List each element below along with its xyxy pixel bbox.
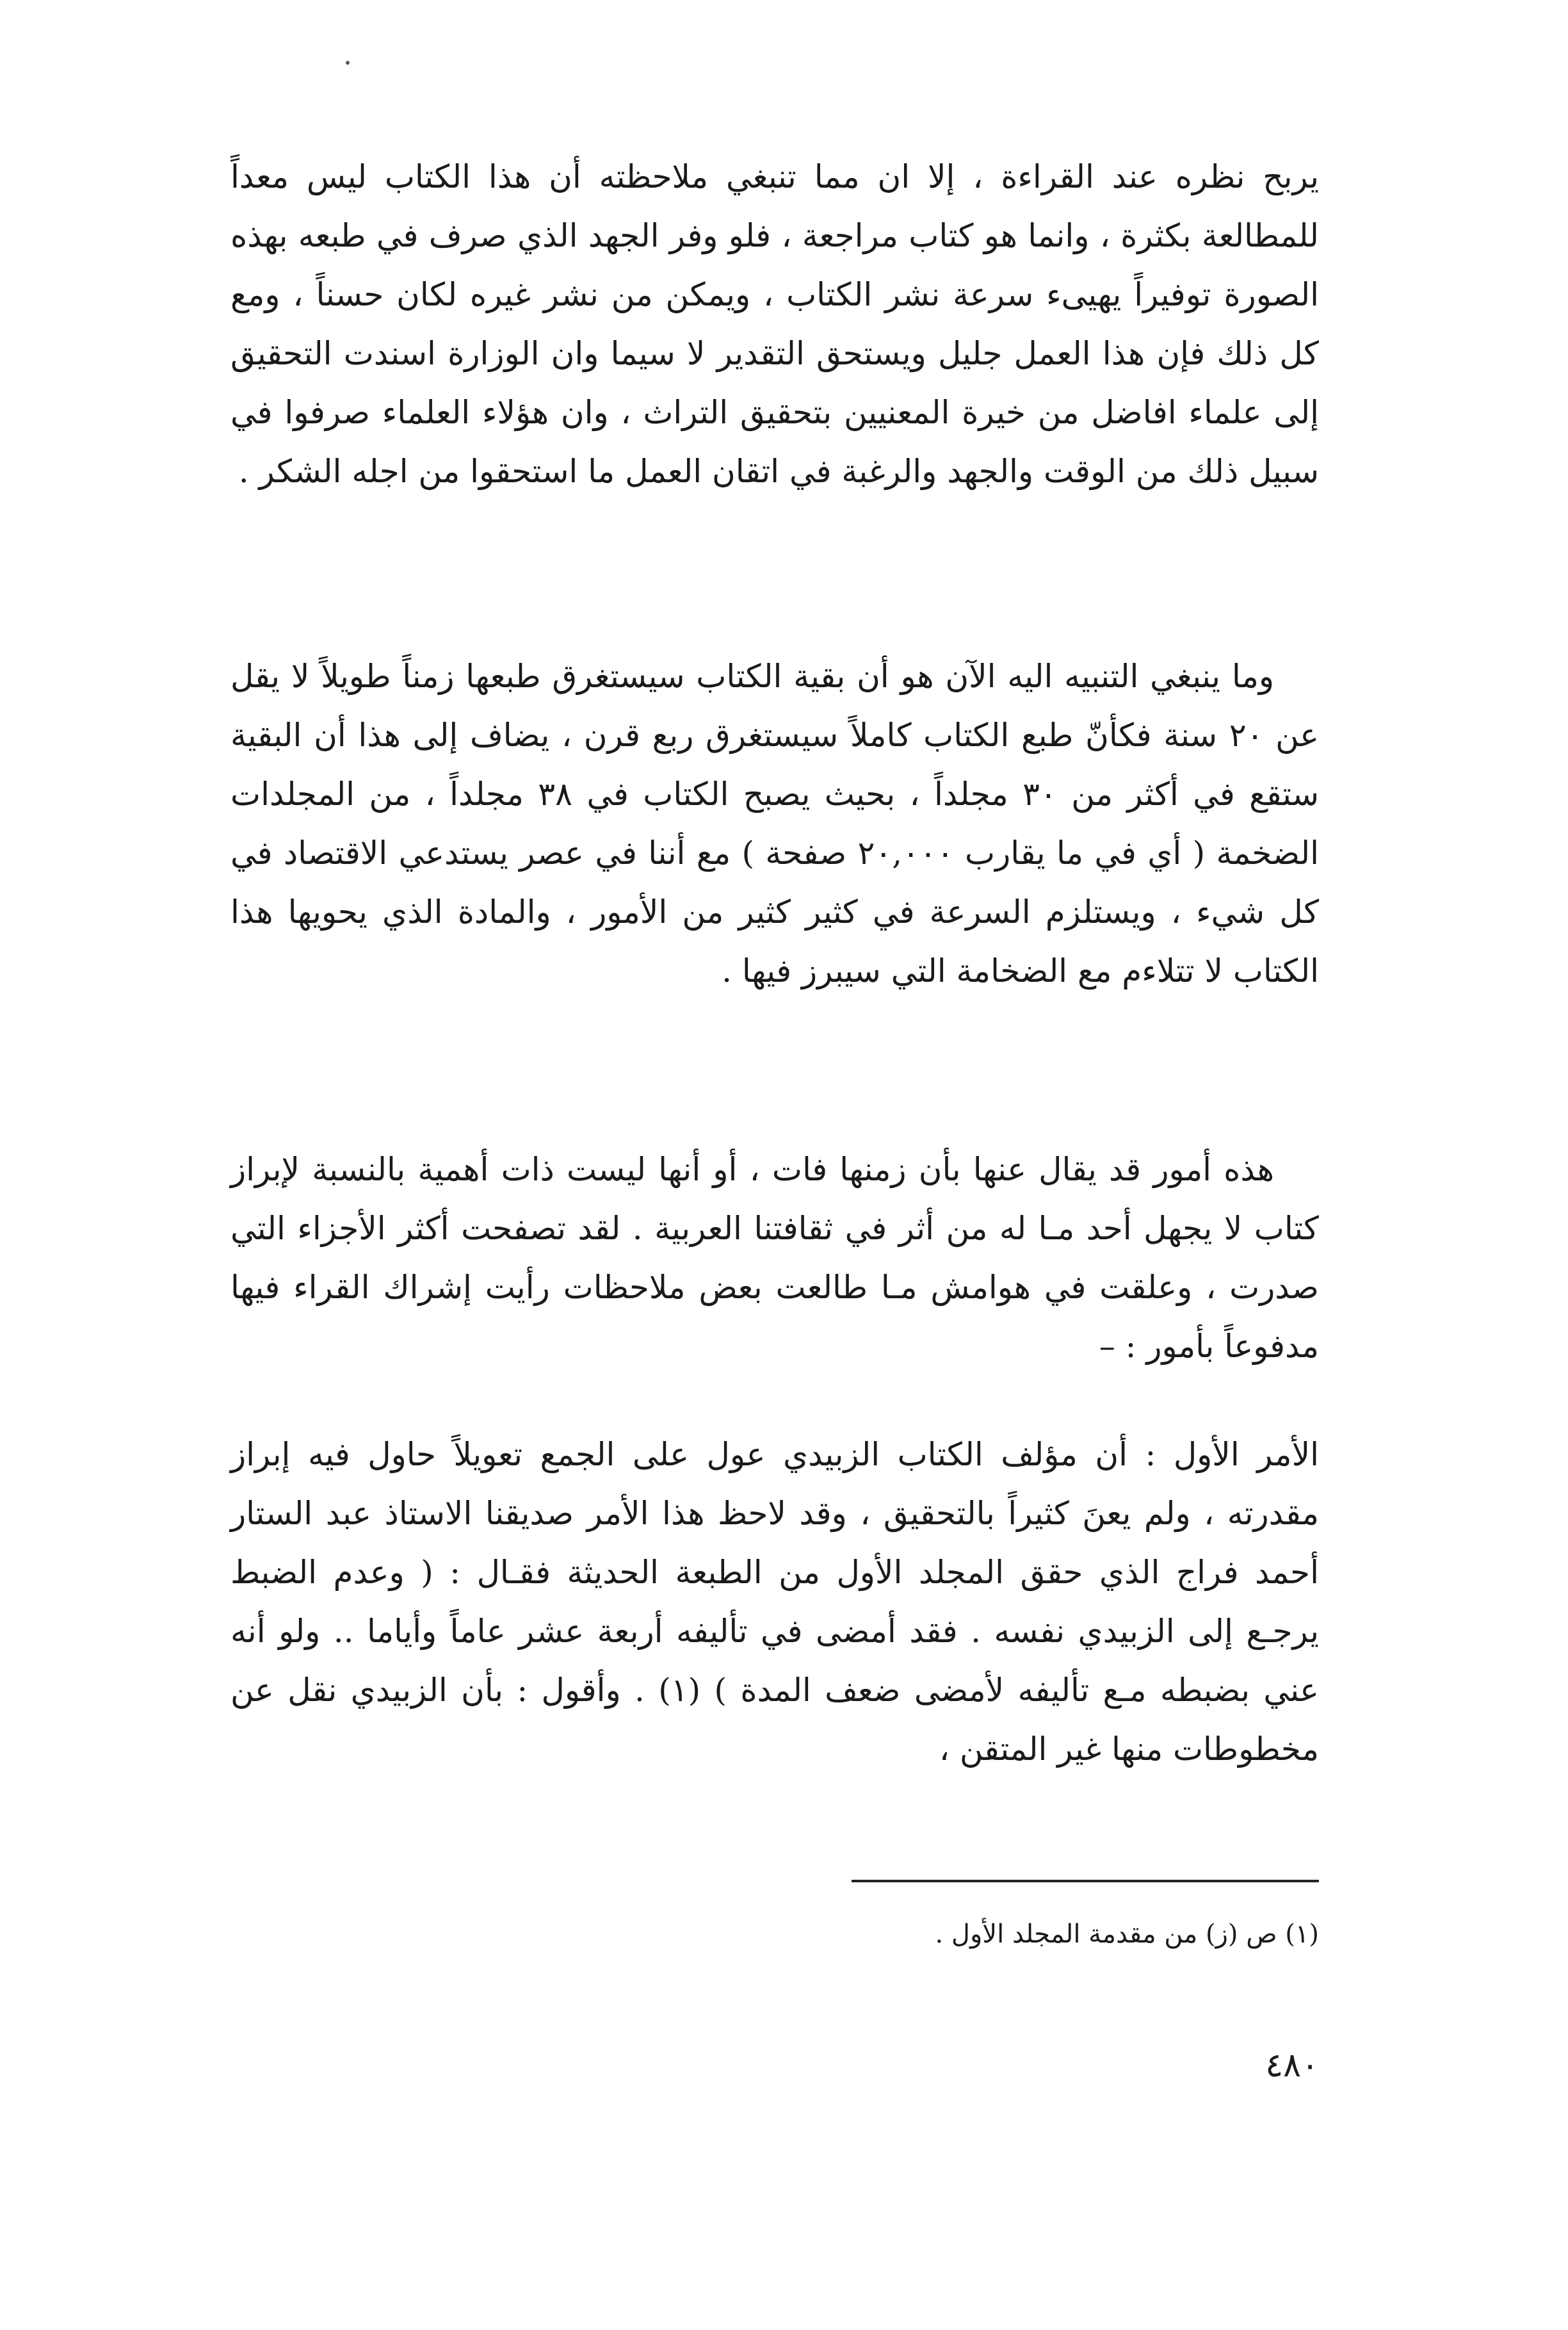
page-number: ٤٨٠ xyxy=(1265,2046,1319,2085)
footnote: (١) ص (ز) من مقدمة المجلد الأول . xyxy=(935,1919,1319,1949)
paragraph-remarks-intro: هذه أمور قد يقال عنها بأن زمنها فات ، أو أنها ليست ذات أهمية بالنسبة لإبراز كتاب لا يجهل أحد مـا له من أثر في ثقافتنا العربية . لقد تصفحت أكثر الأجزاء التي صدرت ، وعلقت في هوامش مـا طالعت بعض ملاحظات رأيت إشراك القراء فيها مدفوعاً بأمور : – xyxy=(230,1151,1319,1365)
paragraph-volume-count: وما ينبغي التنبيه اليه الآن هو أن بقية الكتاب سيستغرق طبعها زمناً طويلاً لا يقل عن ٢٠ سنة فكأنّ طبع الكتاب كاملاً سيستغرق ربع قرن ، يضاف إلى هذا أن البقية ستقع في أكثر من ٣٠ مجلداً ، بحيث يصبح الكتاب في ٣٨ مجلداً ، من المجلدات الضخمة ( أي في ما يقارب ٢٠,٠٠٠ صفحة ) مع أننا في عصر يستدعي الاقتصاد في كل شيء ، ويستلزم السرعة في كثير كثير من الأمور ، والمادة الذي يحويها هذا الكتاب لا تتلاءم مع الضخامة التي سيبرز فيها . xyxy=(230,658,1319,990)
paragraph-block-1 xyxy=(230,147,1319,501)
speck-mark xyxy=(346,61,350,65)
paragraph-first-matter: الأمر الأول : أن مؤلف الكتاب الزبيدي عول على الجمع تعويلاً حاول فيه إبراز مقدرته ، ولم يعنَ كثيراً بالتحقيق ، وقد لاحظ هذا الأمر صديقنا الاستاذ عبد الستار أحمد فراج الذي حقق المجلد الأول من الطبعة الحديثة فقـال : ( وعدم الضبط يرجـع إلى الزبيدي نفسه . فقد أمضى في تأليفه أربعة عشر عاماً وأياما .. ولو أنه عني بضبطه مـع تأليفه لأمضى ضعف المدة ) (١) . وأقول : بأن الزبيدي نقل عن مخطوطات منها غير المتقن ، xyxy=(230,1436,1319,1768)
footnote-separator xyxy=(852,1880,1319,1882)
paragraph-block-2 xyxy=(230,647,1319,1000)
paragraph-continuation: يربح نظره عند القراءة ، إلا ان مما تنبغي ملاحظته أن هذا الكتاب ليس معداً للمطالعة بكثرة ، وانما هو كتاب مراجعة ، فلو وفر الجهد الذي صرف في طبعه بهذه الصورة توفيراً يهيىء سرعة نشر الكتاب ، ويمكن من نشر غيره لكان حسناً ، ومع كل ذلك فإن هذا العمل جليل ويستحق التقدير لا سيما وان الوزارة اسندت التحقيق إلى علماء افاضل من خيرة المعنيين بتحقيق التراث ، وان هؤلاء العلماء صرفوا في سبيل ذلك من الوقت والجهد والرغبة في اتقان العمل ما استحقوا من اجله الشكر . xyxy=(230,158,1319,490)
paragraph-block-3 xyxy=(230,1140,1319,1376)
paragraph-block-4 xyxy=(230,1425,1319,1779)
